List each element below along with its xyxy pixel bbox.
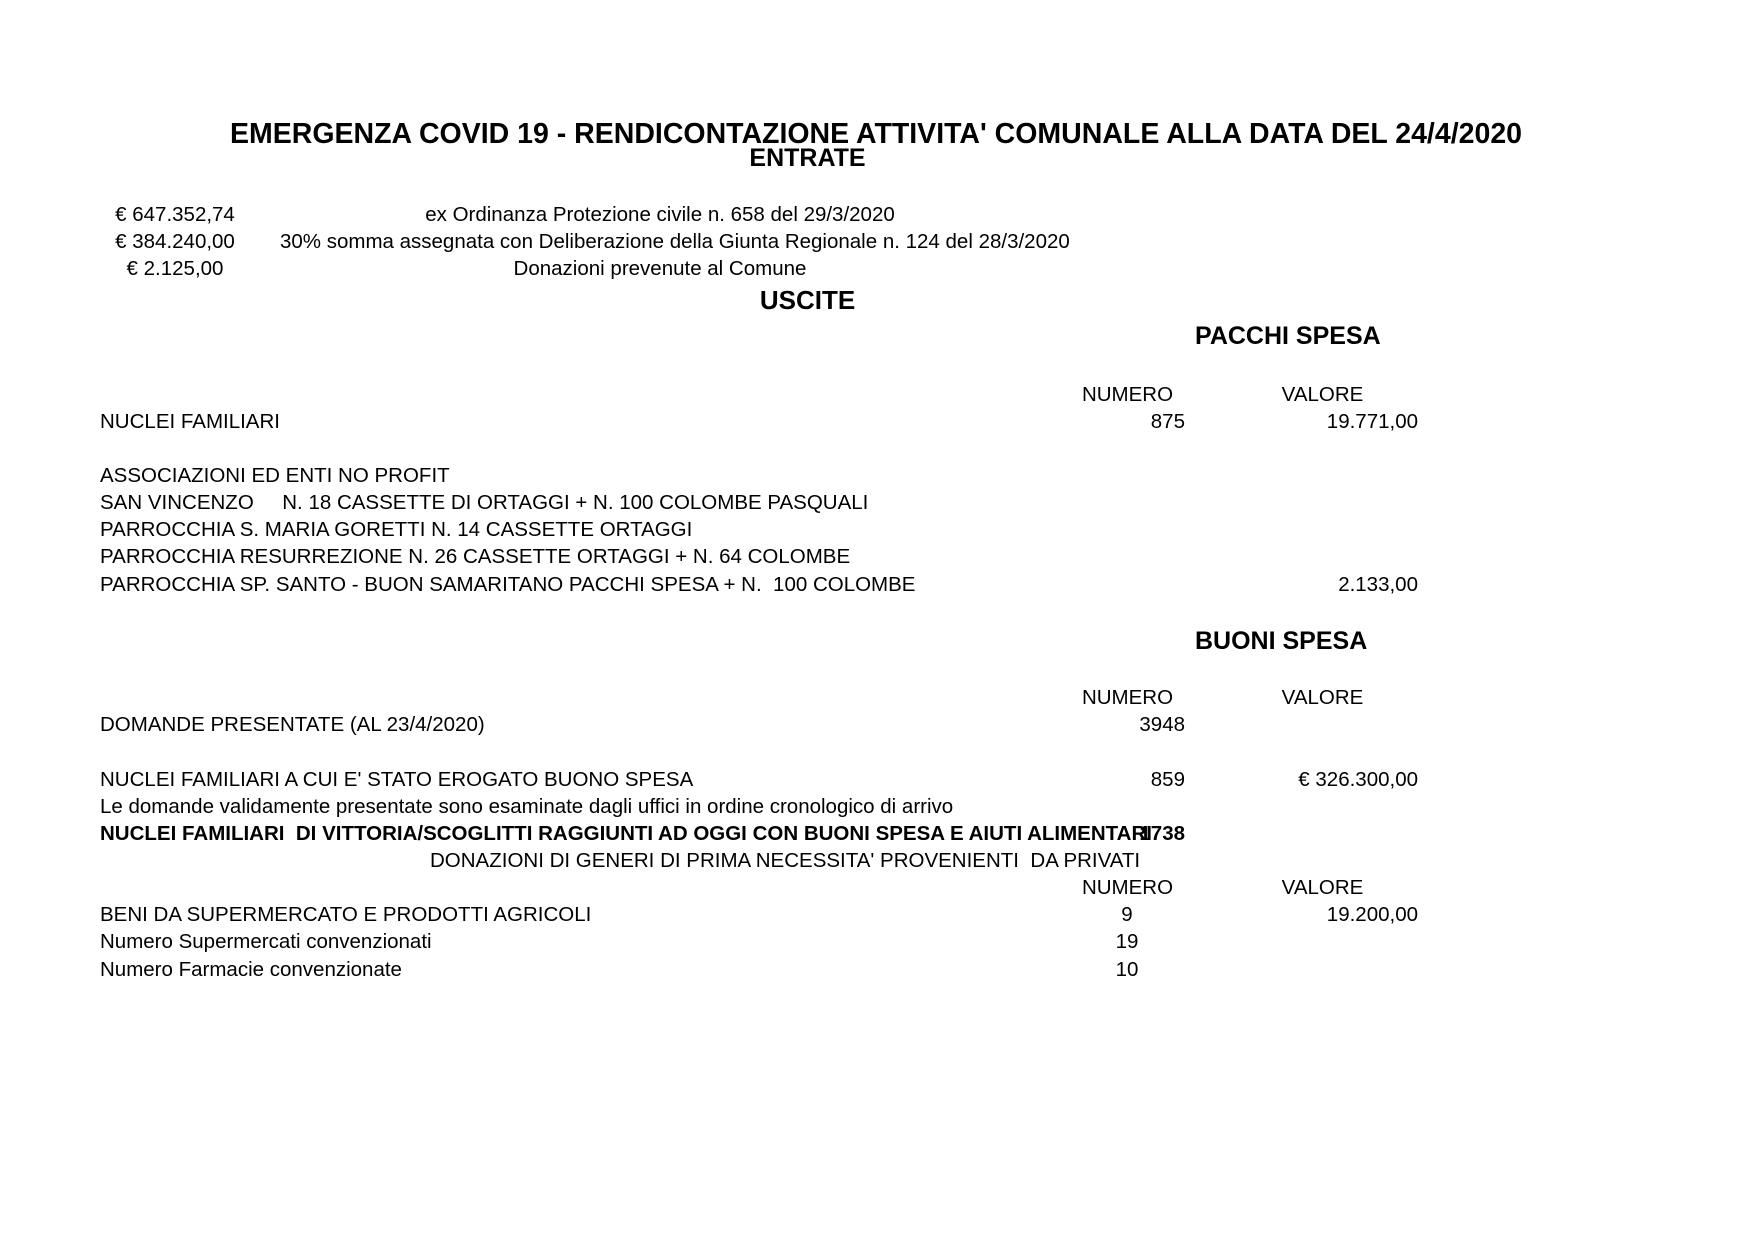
entrate-amount: € 647.352,74 xyxy=(115,203,235,226)
col-numero-header: NUMERO xyxy=(1081,383,1174,406)
donazioni-row-numero: 19 xyxy=(1115,930,1139,953)
entrate-description: Donazioni prevenute al Comune xyxy=(513,257,807,280)
col-numero-header: NUMERO xyxy=(1081,686,1174,709)
raggiunti-numero: 1738 xyxy=(1139,822,1185,845)
associazioni-label: ASSOCIAZIONI ED ENTI NO PROFIT xyxy=(100,464,450,487)
entrate-heading: ENTRATE xyxy=(749,144,866,172)
donazioni-row-label: Numero Supermercati convenzionati xyxy=(100,930,432,953)
buoni-spesa-heading: BUONI SPESA xyxy=(1195,627,1368,655)
entrate-description: 30% somma assegnata con Deliberazione della Giunta Regionale n. 124 del 28/3/2020 xyxy=(280,230,1070,253)
donazioni-row-label: BENI DA SUPERMERCATO E PRODOTTI AGRICOLI xyxy=(100,903,592,926)
col-valore-header: VALORE xyxy=(1281,876,1364,899)
donazioni-row-valore: 19.200,00 xyxy=(1326,903,1418,926)
nuclei-familiari-numero: 875 xyxy=(1150,410,1185,433)
col-valore-header: VALORE xyxy=(1281,686,1364,709)
erogato-valore: € 326.300,00 xyxy=(1298,768,1418,791)
pacchi-spesa-heading: PACCHI SPESA xyxy=(1195,322,1381,350)
donazioni-row-numero: 10 xyxy=(1115,958,1139,981)
associazione-line: PARROCCHIA S. MARIA GORETTI N. 14 CASSETTE ORTAGGI xyxy=(100,518,693,541)
associazione-line: PARROCCHIA RESURREZIONE N. 26 CASSETTE ORTAGGI + N. 64 COLOMBE xyxy=(100,545,851,568)
entrate-amount: € 384.240,00 xyxy=(115,230,235,253)
donazioni-row-label: Numero Farmacie convenzionate xyxy=(100,958,402,981)
uscite-heading: USCITE xyxy=(759,285,856,315)
raggiunti-label: NUCLEI FAMILIARI DI VITTORIA/SCOGLITTI RAGGIUNTI AD OGGI CON BUONI SPESA E AIUTI ALIMENTARI xyxy=(100,822,1152,845)
domande-presentate-label: DOMANDE PRESENTATE (AL 23/4/2020) xyxy=(100,713,485,736)
entrate-description: ex Ordinanza Protezione civile n. 658 del 29/3/2020 xyxy=(425,203,895,226)
nuclei-familiari-valore: 19.771,00 xyxy=(1326,410,1418,433)
associazione-line: PARROCCHIA SP. SANTO - BUON SAMARITANO PACCHI SPESA + N. 100 COLOMBE xyxy=(100,573,916,596)
associazioni-valore: 2.133,00 xyxy=(1338,573,1418,596)
entrate-amount: € 2.125,00 xyxy=(126,257,224,280)
associazione-line: SAN VINCENZO N. 18 CASSETTE DI ORTAGGI + N. 100 COLOMBE PASQUALI xyxy=(100,491,869,514)
donazioni-heading: DONAZIONI DI GENERI DI PRIMA NECESSITA' PROVENIENTI DA PRIVATI xyxy=(430,849,1141,872)
erogato-numero: 859 xyxy=(1150,768,1185,791)
domande-presentate-numero: 3948 xyxy=(1139,713,1185,736)
donazioni-row-numero: 9 xyxy=(1121,903,1133,926)
nuclei-familiari-label: NUCLEI FAMILIARI xyxy=(100,410,280,433)
domande-note: Le domande validamente presentate sono esaminate dagli uffici in ordine cronologico di arrivo xyxy=(100,795,954,818)
page-title: EMERGENZA COVID 19 - RENDICONTAZIONE ATTIVITA' COMUNALE ALLA DATA DEL 24/4/2020 xyxy=(230,118,1523,150)
col-valore-header: VALORE xyxy=(1281,383,1364,406)
col-numero-header: NUMERO xyxy=(1081,876,1174,899)
erogato-label: NUCLEI FAMILIARI A CUI E' STATO EROGATO BUONO SPESA xyxy=(100,768,694,791)
